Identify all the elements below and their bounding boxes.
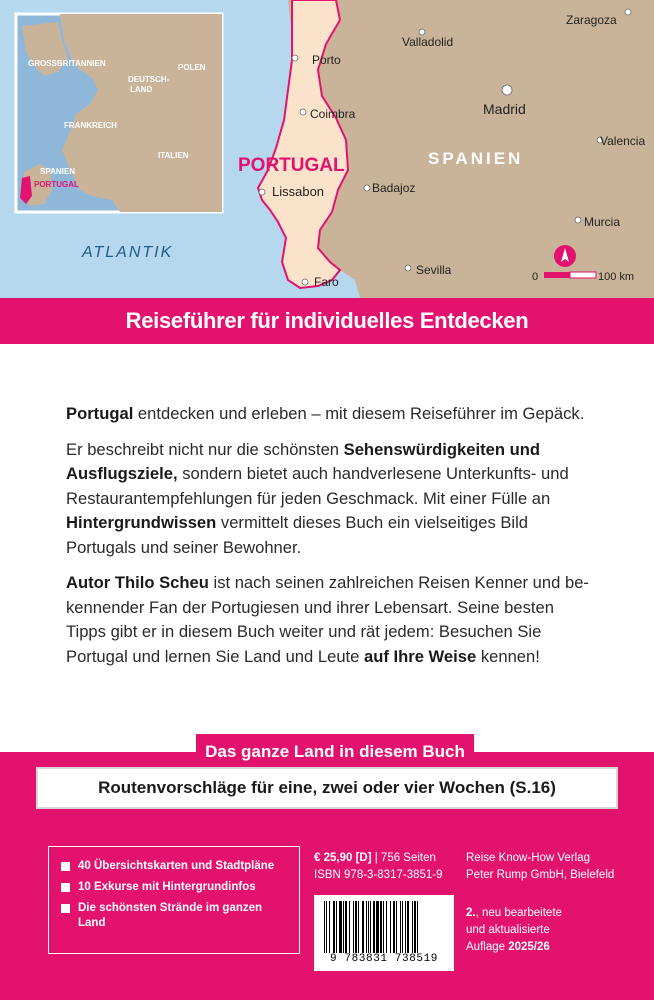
- text: kennen!: [476, 646, 540, 666]
- text: , neu bearbeitete: [475, 907, 562, 919]
- bold-text: Hintergrundwissen: [66, 513, 217, 532]
- barcode-bar: [407, 901, 409, 953]
- europe-inset-map: [16, 14, 222, 212]
- barcode-bar: [326, 901, 327, 953]
- inset-label-portugal: PORTUGAL: [34, 180, 79, 189]
- barcode-bar: [414, 901, 416, 953]
- feature-item: [61, 880, 287, 895]
- barcode: [314, 895, 454, 971]
- page-count: 756 Seiten: [380, 852, 436, 864]
- barcode-bar: [366, 901, 367, 953]
- edition-year: 2025/26: [508, 941, 550, 953]
- edition-number: 2.: [466, 907, 476, 919]
- text: ist nach seinen zahlreichen Reisen Kenner und bekennender Fan der Portugiesen und ihrer Lebensart. Seine besten Tipps gibt er in diesem Buch weiter und rät jedem: Besuchen Sie Portugal und lernen Sie Land und Leute: [66, 573, 589, 666]
- barcode-bar: [324, 901, 325, 953]
- description-paragraph-1: [66, 402, 596, 427]
- barcode-bar: [390, 901, 391, 953]
- city-madrid: Madrid: [483, 101, 526, 117]
- barcode-bar: [362, 901, 364, 953]
- text: Er beschreibt nicht nur die schönsten: [66, 439, 344, 459]
- city-murcia: Murcia: [584, 215, 621, 229]
- inset-label-deutsch: DEUTSCH-: [128, 75, 170, 84]
- highlight-tab: Das ganze Land in diesem Buch: [196, 734, 474, 770]
- tagline-banner: Reiseführer für individuelles Entdecken: [0, 298, 654, 344]
- scale-end: 100 km: [598, 271, 635, 283]
- barcode-bar: [329, 901, 330, 953]
- barcode-bar: [412, 901, 413, 953]
- city-badajoz: Badajoz: [372, 181, 416, 195]
- bold-text: Autor Thilo Scheu: [66, 573, 209, 592]
- city-lissabon: Lissabon: [272, 184, 325, 199]
- feature-label: 10 Exkurse mit Hintergrundinfos: [78, 881, 256, 893]
- city-porto: Porto: [312, 53, 341, 67]
- bold-text: Sehenswürdigkeiten und Ausflugsziele,: [66, 439, 541, 483]
- barcode-bar: [380, 901, 382, 953]
- barcode-bar: [343, 901, 344, 953]
- publisher-name: Reise Know-How Verlag: [466, 852, 591, 864]
- city-valencia: Valencia: [600, 134, 646, 148]
- barcode-bar: [353, 901, 354, 953]
- feature-item: [61, 901, 287, 931]
- barcode-bar: [393, 901, 395, 953]
- inset-label-spanien: SPANIEN: [40, 167, 75, 176]
- city-faro: Faro: [314, 275, 339, 289]
- feature-label: Die schönsten Strände im ganzen Land: [78, 902, 263, 929]
- barcode-bars: [322, 901, 446, 953]
- city-coimbra: Coimbra: [310, 107, 356, 121]
- description-paragraph-2: [66, 438, 596, 561]
- bullet-square-icon: [61, 904, 70, 913]
- barcode-bar: [358, 901, 359, 953]
- description-paragraph-3: [66, 571, 596, 669]
- inset-label-frankreich: FRANKREICH: [64, 121, 117, 130]
- barcode-number: 9 783831 738519: [329, 953, 439, 965]
- barcode-bar: [373, 901, 375, 953]
- bullet-square-icon: [61, 883, 70, 892]
- scale-start: 0: [532, 271, 539, 283]
- barcode-bar: [402, 901, 403, 953]
- inset-label-gb: GROSSBRITANNIEN: [28, 59, 106, 68]
- bold-text: auf Ihre Weise: [364, 646, 477, 666]
- barcode-bar: [405, 901, 406, 953]
- barcode-bar: [339, 901, 342, 953]
- price-info: € 25,90 [D] | 756 Seiten ISBN 978-3-8317-3851-9: [314, 850, 443, 884]
- description-text: [66, 402, 596, 680]
- barcode-bar: [368, 901, 369, 953]
- barcode-bar: [396, 901, 397, 953]
- feature-label: 40 Übersichtskarten und Stadtpläne: [78, 860, 275, 872]
- bold-text: Portugal: [66, 404, 134, 423]
- map-ocean-label: ATLANTIK: [82, 244, 174, 261]
- barcode-bar: [336, 901, 337, 953]
- feature-item: [61, 859, 287, 874]
- barcode-bar: [345, 901, 347, 953]
- text: und aktualisierte: [466, 924, 550, 936]
- text: sondern bietet auch handverlesene Unterkunfts- und Restaurantempfehlungen für jeden Geschmack. Mit einer Fülle an: [66, 464, 569, 508]
- inset-label-land: LAND: [130, 85, 153, 94]
- inset-label-italien: ITALIEN: [158, 151, 189, 160]
- text: Auflage: [466, 941, 509, 953]
- city-sevilla: Sevilla: [416, 263, 452, 277]
- barcode-bar: [355, 901, 357, 953]
- map-illustration: [0, 0, 654, 298]
- barcode-bar: [386, 901, 387, 953]
- barcode-bar: [400, 901, 401, 953]
- text: entdecken und erleben – mit diesem Reiseführer im Gepäck.: [133, 404, 585, 423]
- edition-info: [466, 905, 562, 956]
- features-box: [48, 846, 300, 954]
- barcode-bar: [383, 901, 384, 953]
- inset-label-polen: POLEN: [178, 63, 206, 72]
- map-neighbor-label: SPANIEN: [428, 149, 524, 168]
- barcode-bar: [370, 901, 371, 953]
- bullet-square-icon: [61, 862, 70, 871]
- isbn: ISBN 978-3-8317-3851-9: [314, 869, 443, 881]
- city-zaragoza: Zaragoza: [566, 13, 617, 27]
- barcode-bar: [349, 901, 350, 953]
- barcode-bar: [417, 901, 418, 953]
- city-valladolid: Valladolid: [402, 35, 454, 49]
- barcode-bar: [376, 901, 379, 953]
- barcode-bar: [333, 901, 335, 953]
- publisher-info: [466, 850, 614, 884]
- publisher-company: Peter Rump GmbH, Bielefeld: [466, 869, 615, 881]
- routes-box: Routenvorschläge für eine, zwei oder vier Wochen (S.16): [36, 767, 618, 809]
- price: € 25,90 [D]: [314, 852, 372, 864]
- text: vermittelt dieses Buch ein vielseitiges Bild Portugals und seiner Bewohner.: [66, 513, 529, 557]
- map-country-label: PORTUGAL: [238, 155, 345, 176]
